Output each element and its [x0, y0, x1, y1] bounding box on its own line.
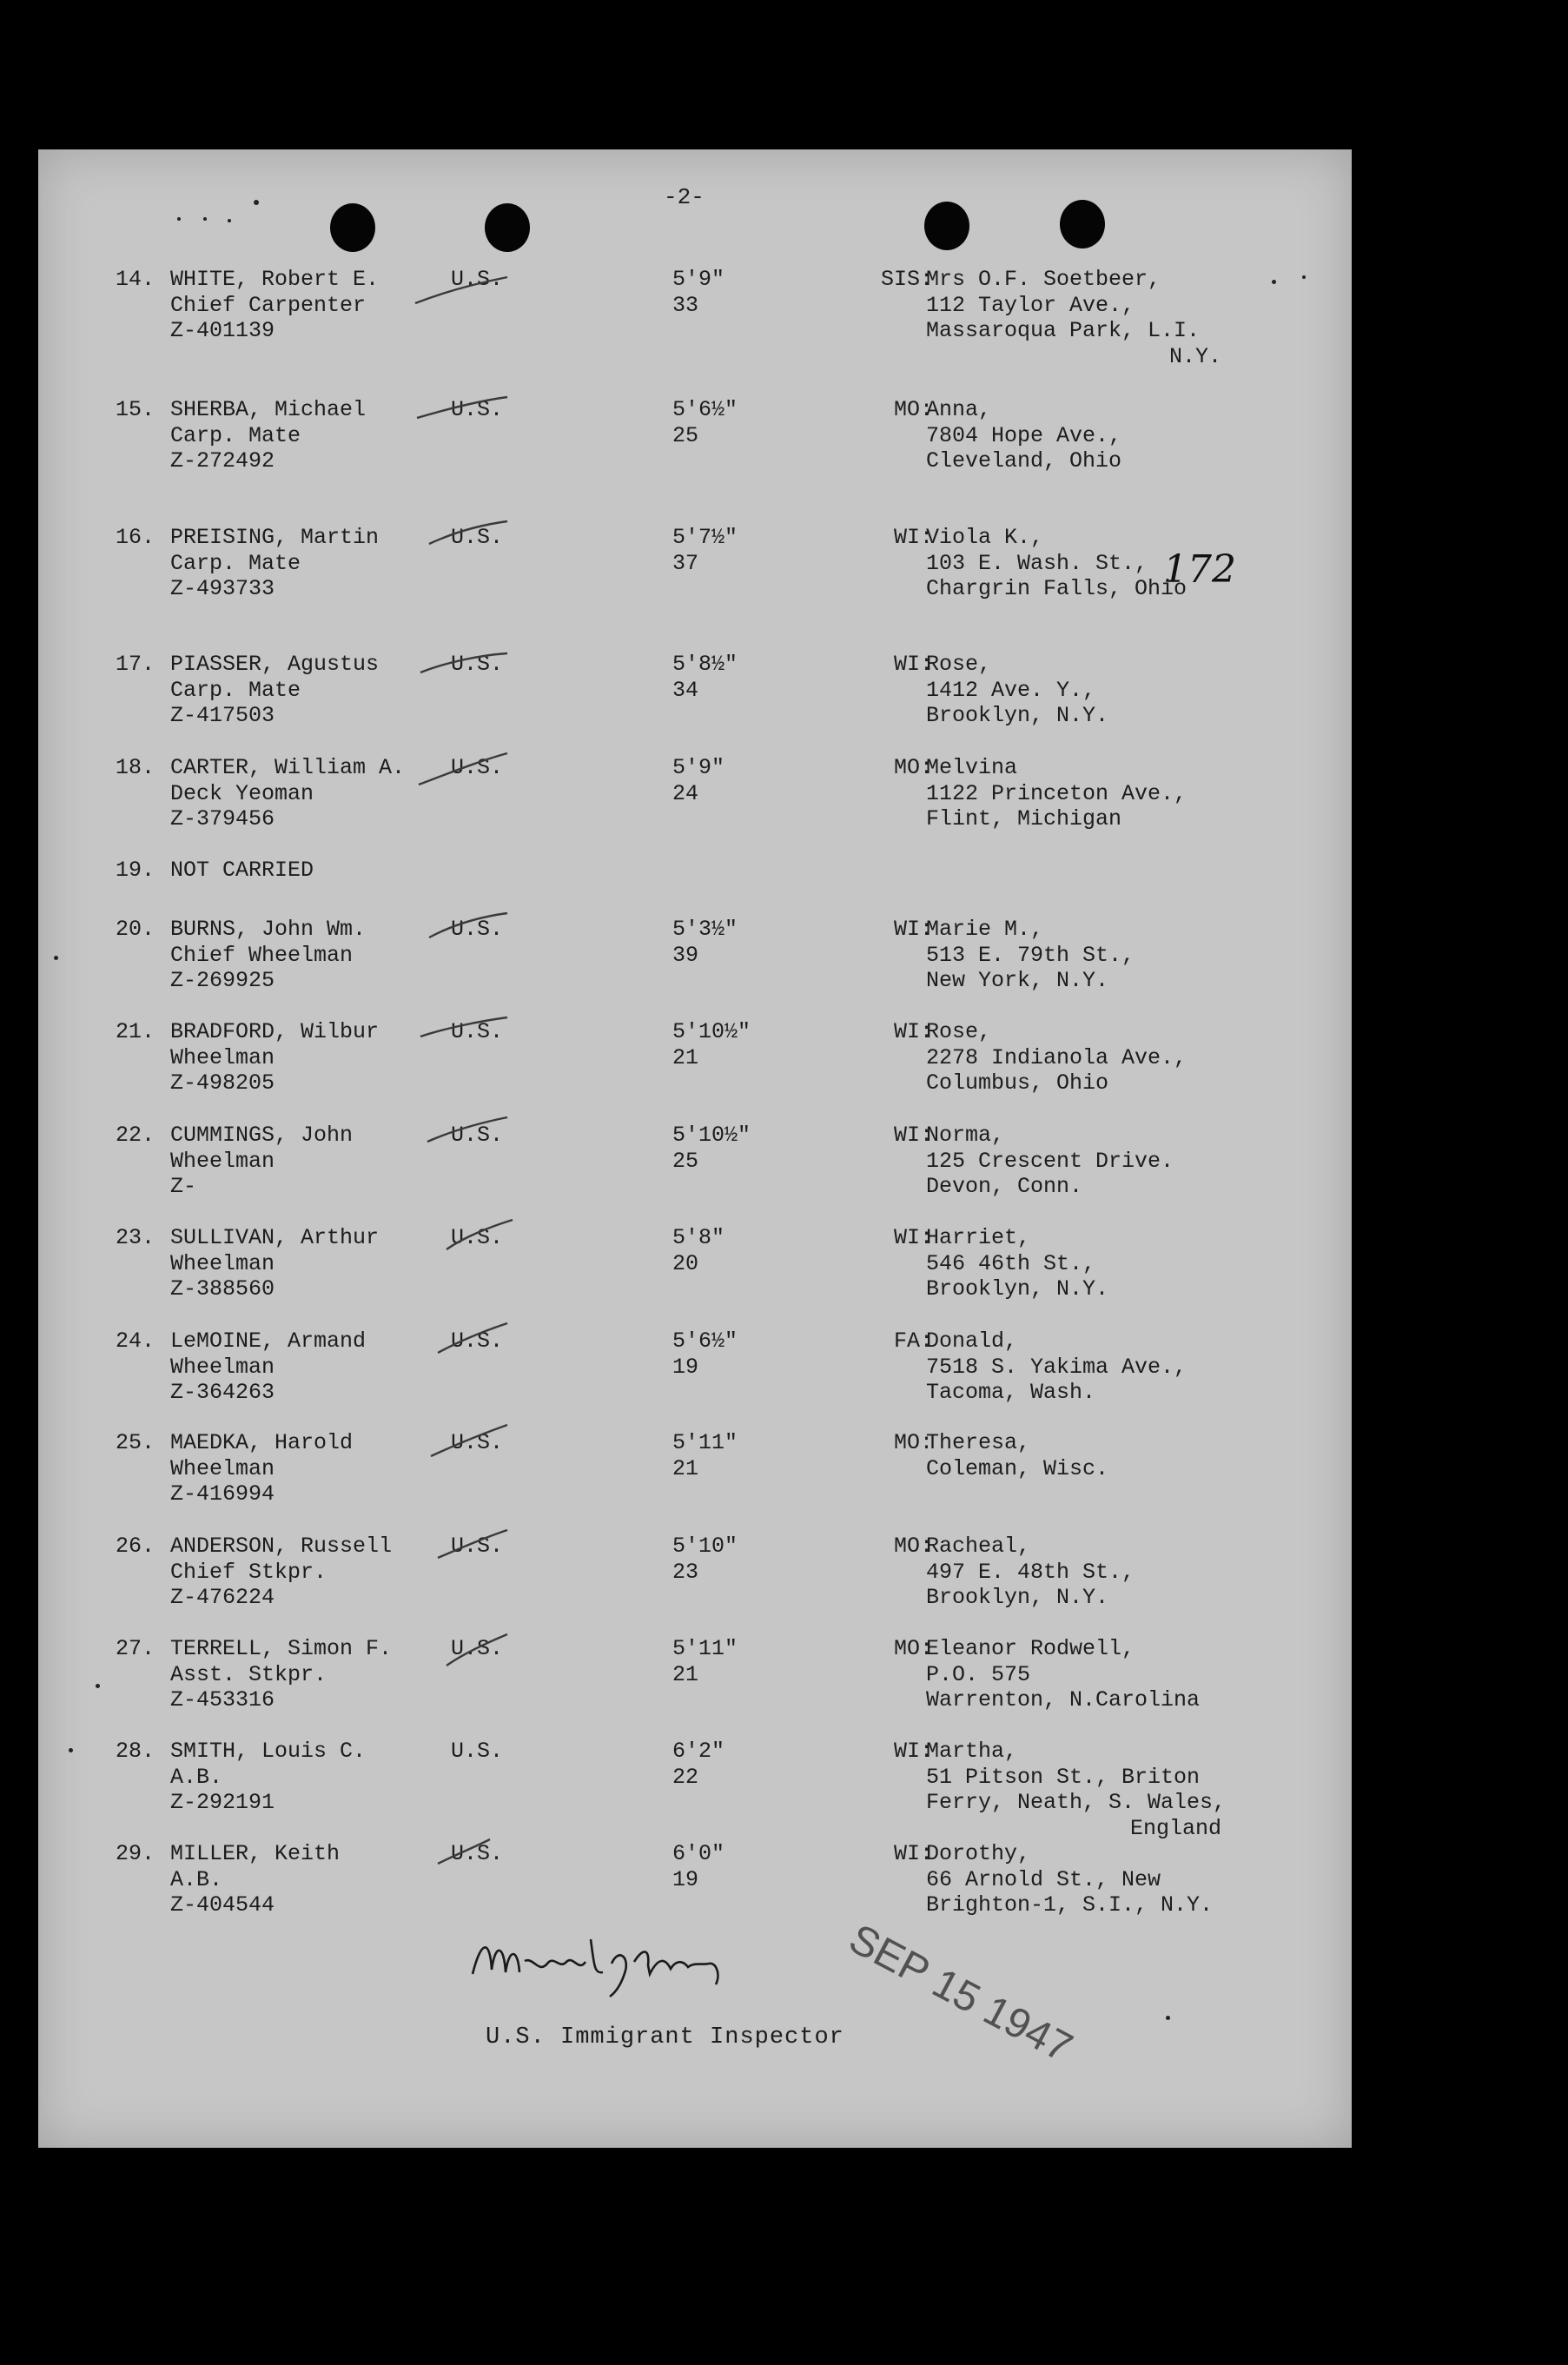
next-of-kin-address: Anna, 7804 Hope Ave., Cleveland, Ohio [926, 397, 1122, 474]
check-mark [412, 1117, 516, 1169]
height-age: 6'0" 19 [672, 1841, 725, 1892]
crew-entry [38, 1636, 1352, 1732]
nationality: U.S. [451, 1019, 504, 1044]
page-number: -2- [664, 184, 705, 210]
check-mark [412, 520, 516, 572]
next-of-kin-address: Rose, 2278 Indianola Ave., Columbus, Ohio [926, 1019, 1188, 1096]
nationality: U.S. [451, 755, 504, 780]
crew-name-rating-id: ANDERSON, Russell Chief Stkpr. Z-476224 [170, 1534, 393, 1610]
relation-code: WI: [893, 1225, 933, 1250]
check-mark [412, 750, 516, 802]
check-mark [412, 1528, 516, 1580]
crew-name-rating-id: TERRELL, Simon F. Asst. Stkpr. Z-453316 [170, 1636, 393, 1712]
height-age: 5'6½" 19 [672, 1328, 738, 1380]
relation-code: FA: [893, 1328, 933, 1354]
svg-text:SEP 15 1947: SEP 15 1947 [841, 1915, 1080, 2072]
crew-name-rating-id: BRADFORD, Wilbur Wheelman Z-498205 [170, 1019, 380, 1096]
crew-name-rating-id: LeMOINE, Armand Wheelman Z-364263 [170, 1328, 367, 1405]
nationality: U.S. [451, 652, 504, 677]
height-age: 5'7½" 37 [672, 525, 738, 576]
next-of-kin-address: Norma, 125 Crescent Drive. Devon, Conn. [926, 1123, 1174, 1199]
crew-entry [38, 267, 1352, 369]
relation-code: MO: [893, 1430, 933, 1455]
height-age: 5'8½" 34 [672, 652, 738, 703]
height-age: 5'9" 33 [672, 267, 725, 318]
nationality: U.S. [451, 1328, 504, 1354]
check-mark [412, 1220, 516, 1272]
crew-name-rating-id: SULLIVAN, Arthur Wheelman Z-388560 [170, 1225, 380, 1302]
relation-code: MO: [893, 1534, 933, 1559]
crew-entry [38, 1328, 1352, 1424]
height-age: 5'10½" 21 [672, 1019, 751, 1070]
nationality: U.S. [451, 917, 504, 942]
punch-hole [485, 203, 530, 252]
next-of-kin-address: Theresa, Coleman, Wisc. [926, 1430, 1109, 1481]
entry-number: 19. [115, 858, 155, 883]
check-mark [412, 1836, 516, 1888]
next-of-kin-address: Marie M., 513 E. 79th St., New York, N.Y. [926, 917, 1135, 993]
relation-code: WI: [893, 525, 933, 550]
check-mark [412, 1631, 516, 1683]
next-of-kin-address: Melvina 1122 Princeton Ave., Flint, Michigan [926, 755, 1188, 831]
relation-code: WI: [893, 652, 933, 677]
nationality: U.S. [451, 1841, 504, 1866]
entry-number: 24. [115, 1328, 155, 1354]
check-mark [412, 1014, 516, 1066]
nationality: U.S. [451, 525, 504, 550]
crew-entry [38, 397, 1352, 493]
next-of-kin-address: Harriet, 546 46th St., Brooklyn, N.Y. [926, 1225, 1109, 1302]
check-mark [412, 262, 516, 314]
entry-number: 18. [115, 755, 155, 780]
entry-number: 17. [115, 652, 155, 677]
inspector-title: U.S. Immigrant Inspector [486, 2024, 844, 2050]
crew-name-rating-id: SHERBA, Michael Carp. Mate Z-272492 [170, 397, 367, 474]
crew-entry [38, 1225, 1352, 1321]
crew-entry [38, 1123, 1352, 1218]
nationality: U.S. [451, 1123, 504, 1148]
crew-name-rating-id: CUMMINGS, John Wheelman Z- [170, 1123, 354, 1199]
next-of-kin-address: Mrs O.F. Soetbeer, 112 Taylor Ave., Massaroqua Park, L.I. N.Y. [926, 267, 1221, 369]
entry-number: 23. [115, 1225, 155, 1250]
crew-entry [38, 1534, 1352, 1629]
crew-name-rating-id: PREISING, Martin Carp. Mate Z-493733 [170, 525, 380, 601]
nationality: U.S. [451, 1636, 504, 1661]
crew-entry [38, 1739, 1352, 1841]
nationality: U.S. [451, 1739, 504, 1764]
handwritten-folio-number: 172 [1163, 547, 1236, 592]
not-carried-note: NOT CARRIED [170, 858, 314, 883]
check-mark [412, 1425, 516, 1477]
crew-name-rating-id: MAEDKA, Harold Wheelman Z-416994 [170, 1430, 354, 1507]
crew-entry [38, 652, 1352, 747]
crew-entry [38, 525, 1352, 620]
punch-hole [1060, 200, 1105, 248]
next-of-kin-address: Donald, 7518 S. Yakima Ave., Tacoma, Wash. [926, 1328, 1188, 1405]
relation-code: WI: [893, 1123, 933, 1148]
crew-entry [38, 1430, 1352, 1526]
entry-number: 22. [115, 1123, 155, 1148]
entry-number: 16. [115, 525, 155, 550]
next-of-kin-address: Eleanor Rodwell, P.O. 575 Warrenton, N.Carolina [926, 1636, 1201, 1712]
entry-number: 14. [115, 267, 155, 292]
document-page [38, 149, 1352, 2148]
punch-hole [330, 203, 375, 252]
crew-name-rating-id: CARTER, William A. Deck Yeoman Z-379456 [170, 755, 406, 831]
nationality: U.S. [451, 267, 504, 292]
inspector-signature [464, 1922, 742, 2000]
entry-number: 27. [115, 1636, 155, 1661]
crew-name-rating-id: SMITH, Louis C. A.B. Z-292191 [170, 1739, 367, 1815]
relation-code: MO: [893, 1636, 933, 1661]
nationality: U.S. [451, 1430, 504, 1455]
relation-code: MO: [893, 397, 933, 422]
nationality: U.S. [451, 397, 504, 422]
next-of-kin-address: Racheal, 497 E. 48th St., Brooklyn, N.Y. [926, 1534, 1135, 1610]
next-of-kin-address: Viola K., 103 E. Wash. St., Chargrin Falls, Ohio [926, 525, 1188, 601]
relation-code: WI: [893, 1739, 933, 1764]
check-mark [412, 1323, 516, 1375]
next-of-kin-address: Rose, 1412 Ave. Y., Brooklyn, N.Y. [926, 652, 1109, 728]
entry-number: 28. [115, 1739, 155, 1764]
height-age: 5'10½" 25 [672, 1123, 751, 1174]
relation-code: WI: [893, 917, 933, 942]
next-of-kin-address: Martha, 51 Pitson St., Briton Ferry, Neath, S. Wales, England [926, 1739, 1227, 1841]
punch-hole [924, 202, 969, 250]
entry-number: 15. [115, 397, 155, 422]
nationality: U.S. [451, 1225, 504, 1250]
crew-entry [38, 1019, 1352, 1115]
height-age: 5'8" 20 [672, 1225, 725, 1276]
crew-name-rating-id: BURNS, John Wm. Chief Wheelman Z-269925 [170, 917, 367, 993]
nationality: U.S. [451, 1534, 504, 1559]
relation-code: SIS: [880, 267, 933, 292]
crew-name-rating-id: WHITE, Robert E. Chief Carpenter Z-401139 [170, 267, 380, 343]
relation-code: WI: [893, 1019, 933, 1044]
date-stamp [803, 1896, 1080, 2072]
entry-number: 26. [115, 1534, 155, 1559]
check-mark [412, 392, 516, 444]
check-mark [412, 646, 516, 699]
height-age: 5'3½" 39 [672, 917, 738, 968]
check-mark [412, 911, 516, 964]
crew-entry [38, 755, 1352, 851]
height-age: 5'10" 23 [672, 1534, 738, 1585]
height-age: 5'11" 21 [672, 1636, 738, 1687]
entry-number: 20. [115, 917, 155, 942]
entry-number: 21. [115, 1019, 155, 1044]
crew-name-rating-id: MILLER, Keith A.B. Z-404544 [170, 1841, 341, 1918]
relation-code: WI: [893, 1841, 933, 1866]
height-age: 5'11" 21 [672, 1430, 738, 1481]
next-of-kin-address: Dorothy, 66 Arnold St., New Brighton-1, S.I., N.Y. [926, 1841, 1214, 1918]
crew-name-rating-id: PIASSER, Agustus Carp. Mate Z-417503 [170, 652, 380, 728]
entry-number: 25. [115, 1430, 155, 1455]
height-age: 6'2" 22 [672, 1739, 725, 1790]
relation-code: MO: [893, 755, 933, 780]
crew-entry [38, 917, 1352, 1012]
entry-number: 29. [115, 1841, 155, 1866]
height-age: 5'6½" 25 [672, 397, 738, 448]
height-age: 5'9" 24 [672, 755, 725, 806]
